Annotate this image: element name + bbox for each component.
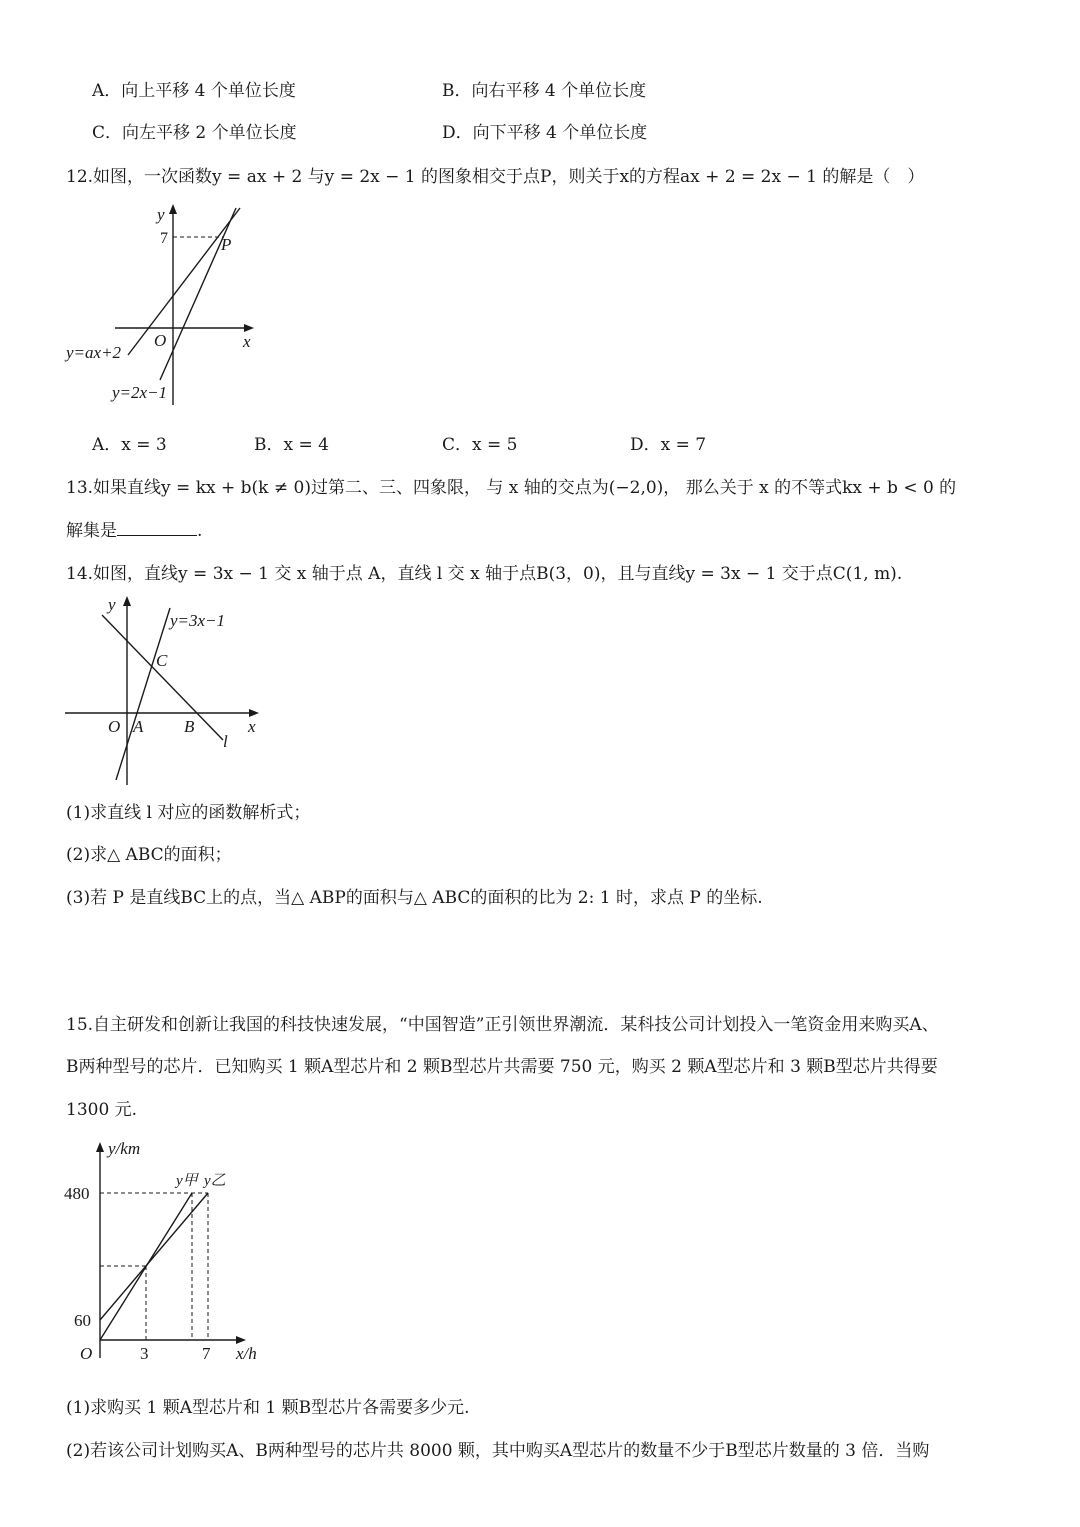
- q12-x-axis-label: x: [243, 332, 251, 351]
- q12-line1-label: y=ax+2: [66, 343, 122, 362]
- q12-figure: [60, 200, 280, 410]
- q12-option-c: C．x = 5: [442, 435, 518, 455]
- q12-origin: O: [154, 331, 167, 350]
- q14-figure: [60, 590, 280, 790]
- q15-y-tick-60: 60: [74, 1311, 91, 1330]
- q11-option-b: B．向右平移 4 个单位长度: [442, 81, 647, 101]
- q14-point-c: C: [156, 651, 168, 670]
- q14-x-axis-label: x: [248, 717, 256, 736]
- q12-option-b: B．x = 4: [254, 435, 329, 455]
- q15-y-axis-label: y/km: [108, 1139, 141, 1158]
- q12-y-axis-label: y: [157, 205, 165, 224]
- q12-option-a: A．x = 3: [92, 435, 167, 455]
- q15-label-jia: y甲: [176, 1173, 198, 1189]
- q14-part-3: (3)若 P 是直线BC上的点，当△ ABP的面积与△ ABC的面积的比为 2: 1 时，求点 P 的坐标.: [66, 888, 763, 908]
- q15-x-tick-3: 3: [140, 1344, 149, 1363]
- q15-part-2: (2)若该公司计划购买A、B两种型号的芯片共 8000 颗，其中购买A型芯片的数量不少于B型芯片数量的 3 倍．当购: [66, 1441, 930, 1461]
- q15-x-axis-label: x/h: [236, 1344, 257, 1363]
- q11-option-c: C．向左平移 2 个单位长度: [92, 123, 297, 143]
- q14-part-2: (2)求△ ABC的面积；: [66, 845, 232, 865]
- q14-stem: 14.如图，直线y = 3x − 1 交 x 轴于点 A，直线 l 交 x 轴于点B(3，0)，且与直线y = 3x − 1 交于点C(1, m).: [66, 564, 903, 584]
- q15-part-1: (1)求购买 1 颗A型芯片和 1 颗B型芯片各需要多少元.: [66, 1398, 470, 1418]
- q14-part-1: (1)求直线 l 对应的函数解析式；: [66, 803, 311, 823]
- q12-option-d: D．x = 7: [630, 435, 707, 455]
- q14-origin: O: [108, 717, 121, 736]
- q13-stem: 13.如果直线y = kx + b(k ≠ 0)过第二、三、四象限， 与 x 轴的交点为(−2,0)， 那么关于 x 的不等式kx + b < 0 的: [66, 478, 957, 498]
- q15-stem-line-1: 15.自主研发和创新让我国的科技快速发展，“中国智造”正引领世界潮流．某科技公司计划投入一笔资金用来购买A、: [66, 1015, 939, 1035]
- q11-option-d: D．向下平移 4 个单位长度: [442, 123, 648, 143]
- q15-y-tick-480: 480: [64, 1184, 90, 1203]
- q14-y-axis-label: y: [108, 595, 116, 614]
- q12-y-tick: 7: [160, 230, 168, 247]
- q14-point-b: B: [184, 717, 195, 736]
- q14-point-a: A: [133, 717, 144, 736]
- q12-line2-label: y=2x−1: [112, 383, 168, 402]
- q15-origin: O: [80, 1344, 93, 1363]
- q13-answer-blank[interactable]: [117, 521, 197, 536]
- q11-option-a: A．向上平移 4 个单位长度: [92, 81, 296, 101]
- q12-point-p: P: [221, 235, 232, 254]
- q13-stem-cont: 解集是 .: [66, 521, 203, 541]
- q14-line-label: y=3x−1: [170, 611, 226, 630]
- q15-stem-line-3: 1300 元.: [66, 1100, 138, 1120]
- q14-line-l-label: l: [223, 732, 228, 751]
- q15-label-yi: y乙: [204, 1173, 226, 1189]
- q15-figure: [60, 1130, 290, 1370]
- q15-x-tick-7: 7: [202, 1344, 211, 1363]
- q12-stem: 12.如图，一次函数y = ax + 2 与y = 2x − 1 的图象相交于点P，则关于x的方程ax + 2 = 2x − 1 的解是（ ）: [66, 167, 925, 187]
- q15-stem-line-2: B两种型号的芯片．已知购买 1 颗A型芯片和 2 颗B型芯片共需要 750 元，购买 2 颗A型芯片和 3 颗B型芯片共得要: [66, 1057, 938, 1077]
